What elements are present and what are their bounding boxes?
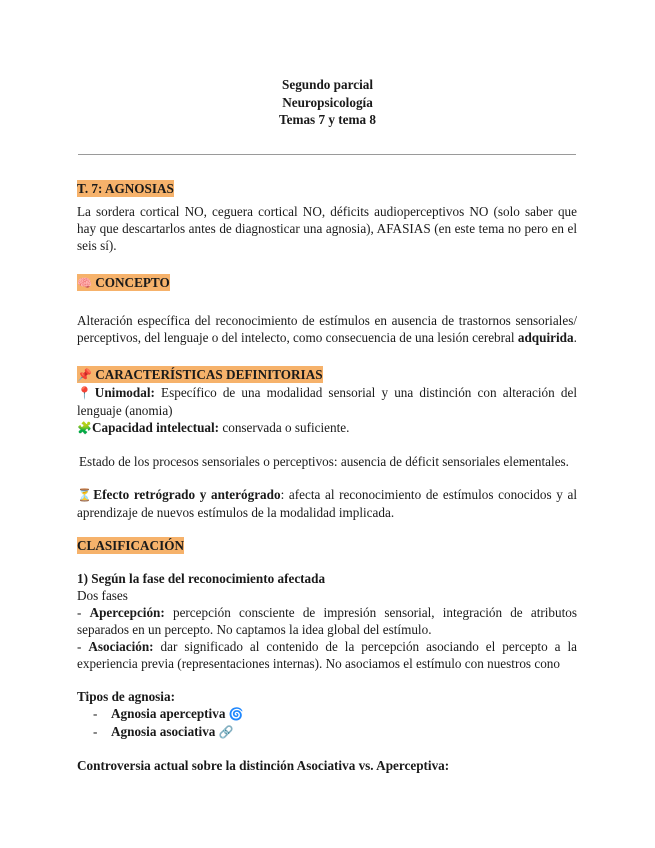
pushpin-icon: 📌 (77, 368, 92, 382)
title-line-3: Temas 7 y tema 8 (279, 112, 376, 127)
tipos-heading: Tipos de agnosia: (77, 689, 175, 704)
dos-fases-text: Dos fases (77, 588, 128, 603)
efecto-paragraph: ⏳Efecto retrógrado y anterógrado: afecta al reconocimiento de estímulos conocidos y al aprendizaje de nuevos estímulos de la modalidad implicada. (77, 487, 577, 520)
section-heading-agnosias: T. 7: AGNOSIAS (77, 181, 174, 196)
link-icon: 🔗 (218, 725, 234, 739)
bold-adquirida: adquirida (517, 330, 574, 345)
cyclone-icon: 🌀 (228, 707, 244, 721)
intro-paragraph: La sordera cortical NO, ceguera cortical NO, déficits audioperceptivos NO (solo saber que hay que descartarlos antes de diagnosticar una agnosia), AFASIAS (en este tema no pero en el seis sí). (77, 204, 577, 253)
asociacion-paragraph: - Asociación: dar significado al contenido de la percepción asociando el percepto a la experiencia previa (representaciones internas). No asociamos el estímulo con nuestros cono (77, 639, 577, 671)
section-heading-caracteristicas: 📌 CARACTERÍSTICAS DEFINITORIAS (77, 367, 323, 382)
section-heading-clasificacion: CLASIFICACIÓN (77, 538, 184, 553)
puzzle-icon: 🧩 (77, 421, 92, 435)
title-line-1: Segundo parcial (282, 77, 373, 92)
controversia-heading: Controversia actual sobre la distinción Asociativa vs. Aperceptiva: (77, 758, 450, 773)
brain-icon: 🧠 (77, 276, 92, 290)
round-pushpin-icon: 📍 (77, 386, 95, 400)
list-item: - Agnosia asociativa 🔗 (93, 724, 234, 739)
document-title-block (0, 76, 655, 129)
horizontal-divider (78, 154, 576, 155)
estado-paragraph: Estado de los procesos sensoriales o perceptivos: ausencia de déficit sensoriales elementales. (79, 454, 569, 469)
document-body (77, 180, 577, 774)
list-item: - Agnosia aperceptiva 🌀 (93, 706, 244, 721)
hourglass-icon: ⏳ (77, 488, 94, 502)
capacidad-paragraph: 🧩Capacidad intelectual: conservada o suficiente. (77, 420, 350, 435)
concepto-paragraph: Alteración específica del reconocimiento de estímulos en ausencia de trastornos sensoriales/ perceptivos, del lenguaje o del intelecto, como consecuencia de una lesión cerebral adquirida. (77, 313, 577, 345)
title-line-2: Neuropsicología (282, 94, 373, 110)
apercepcion-paragraph: - Apercepción: percepción consciente de impresión sensorial, integración de atributos separados en un percepto. No captamos la idea global del estímulo. (77, 605, 577, 637)
section-heading-concepto: 🧠 CONCEPTO (77, 275, 170, 290)
unimodal-paragraph: 📍Unimodal: Específico de una modalidad sensorial y una distinción con alteración del lenguaje (anomia) (77, 385, 577, 418)
subheading-fase: 1) Según la fase del reconocimiento afectada (77, 571, 326, 586)
